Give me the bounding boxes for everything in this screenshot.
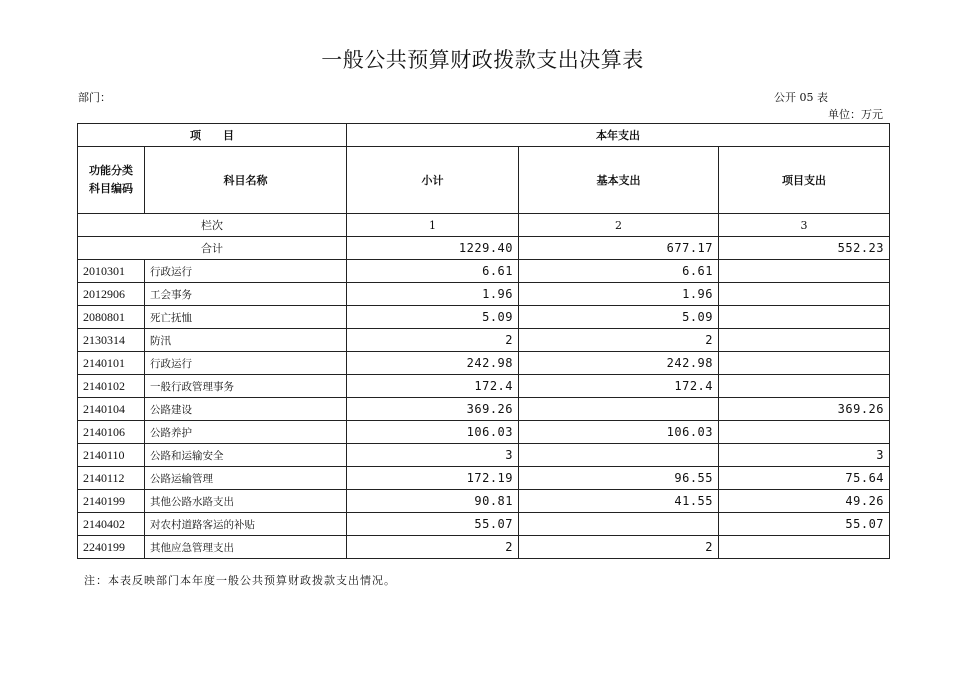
row-project [719,352,890,375]
row-name: 死亡抚恤 [145,306,347,329]
row-project: 3 [719,444,890,467]
row-code: 2140112 [78,467,145,490]
row-subtotal: 1.96 [347,283,519,306]
column-index-3: 3 [719,214,890,237]
table-row [78,260,890,283]
table-row [78,283,890,306]
row-name: 公路运输管理 [145,467,347,490]
row-project [719,421,890,444]
row-code: 2012906 [78,283,145,306]
total-project: 552.23 [719,237,890,260]
table-row [78,421,890,444]
header-code-line2: 科目编码 [89,182,133,195]
row-name: 对农村道路客运的补贴 [145,513,347,536]
row-project: 49.26 [719,490,890,513]
total-row [78,237,890,260]
total-basic: 677.17 [519,237,719,260]
row-subtotal: 369.26 [347,398,519,421]
table-row [78,398,890,421]
table-row [78,375,890,398]
table-row [78,329,890,352]
row-basic: 172.4 [519,375,719,398]
row-code: 2140110 [78,444,145,467]
row-basic [519,398,719,421]
row-subtotal: 172.4 [347,375,519,398]
table-row [78,467,890,490]
row-project [719,260,890,283]
row-code: 2010301 [78,260,145,283]
row-code: 2140402 [78,513,145,536]
header-item: 项 目 [78,124,347,147]
row-name: 一般行政管理事务 [145,375,347,398]
row-basic: 2 [519,536,719,559]
department-label: 部门： [78,91,111,104]
table-row [78,536,890,559]
row-name: 公路养护 [145,421,347,444]
row-code: 2140106 [78,421,145,444]
header-basic: 基本支出 [519,147,719,214]
row-name: 行政运行 [145,352,347,375]
row-subtotal: 5.09 [347,306,519,329]
row-basic: 96.55 [519,467,719,490]
expenditure-table [77,123,890,559]
row-code: 2130314 [78,329,145,352]
table-row [78,513,890,536]
row-code: 2140102 [78,375,145,398]
row-code: 2140104 [78,398,145,421]
table-row [78,306,890,329]
row-code: 2240199 [78,536,145,559]
header-code-line1: 功能分类 [89,164,133,177]
header-name: 科目名称 [145,147,347,214]
row-basic [519,513,719,536]
row-name: 公路和运输安全 [145,444,347,467]
row-basic: 2 [519,329,719,352]
row-subtotal: 106.03 [347,421,519,444]
header-subtotal: 小计 [347,147,519,214]
row-name: 行政运行 [145,260,347,283]
header-row-1 [78,124,890,147]
row-project [719,536,890,559]
row-basic: 6.61 [519,260,719,283]
row-name: 公路建设 [145,398,347,421]
column-index-label: 栏次 [78,214,347,237]
row-subtotal: 3 [347,444,519,467]
row-subtotal: 6.61 [347,260,519,283]
footnote: 注：本表反映部门本年度一般公共预算财政拨款支出情况。 [84,574,396,587]
row-name: 其他公路水路支出 [145,490,347,513]
row-basic: 41.55 [519,490,719,513]
row-name: 工会事务 [145,283,347,306]
header-year-expense: 本年支出 [347,124,890,147]
row-project [719,306,890,329]
row-project [719,329,890,352]
row-basic: 106.03 [519,421,719,444]
table-row [78,490,890,513]
row-name: 其他应急管理支出 [145,536,347,559]
row-basic [519,444,719,467]
row-project [719,375,890,398]
header-project: 项目支出 [719,147,890,214]
row-basic: 242.98 [519,352,719,375]
table-row [78,444,890,467]
row-subtotal: 2 [347,329,519,352]
row-subtotal: 172.19 [347,467,519,490]
row-subtotal: 2 [347,536,519,559]
row-subtotal: 90.81 [347,490,519,513]
table-row [78,352,890,375]
header-row-2 [78,147,890,214]
row-project: 55.07 [719,513,890,536]
total-subtotal: 1229.40 [347,237,519,260]
form-number: 公开 05 表 [774,91,828,104]
page-title: 一般公共预算财政拨款支出决算表 [321,48,644,72]
column-index-2: 2 [519,214,719,237]
row-code: 2140199 [78,490,145,513]
row-basic: 5.09 [519,306,719,329]
row-subtotal: 242.98 [347,352,519,375]
row-project: 75.64 [719,467,890,490]
row-subtotal: 55.07 [347,513,519,536]
row-name: 防汛 [145,329,347,352]
column-index-row [78,214,890,237]
row-project: 369.26 [719,398,890,421]
total-label: 合计 [78,237,347,260]
row-code: 2140101 [78,352,145,375]
column-index-1: 1 [347,214,519,237]
row-code: 2080801 [78,306,145,329]
header-code [78,147,145,214]
row-basic: 1.96 [519,283,719,306]
unit-label: 单位：万元 [828,108,883,121]
row-project [719,283,890,306]
